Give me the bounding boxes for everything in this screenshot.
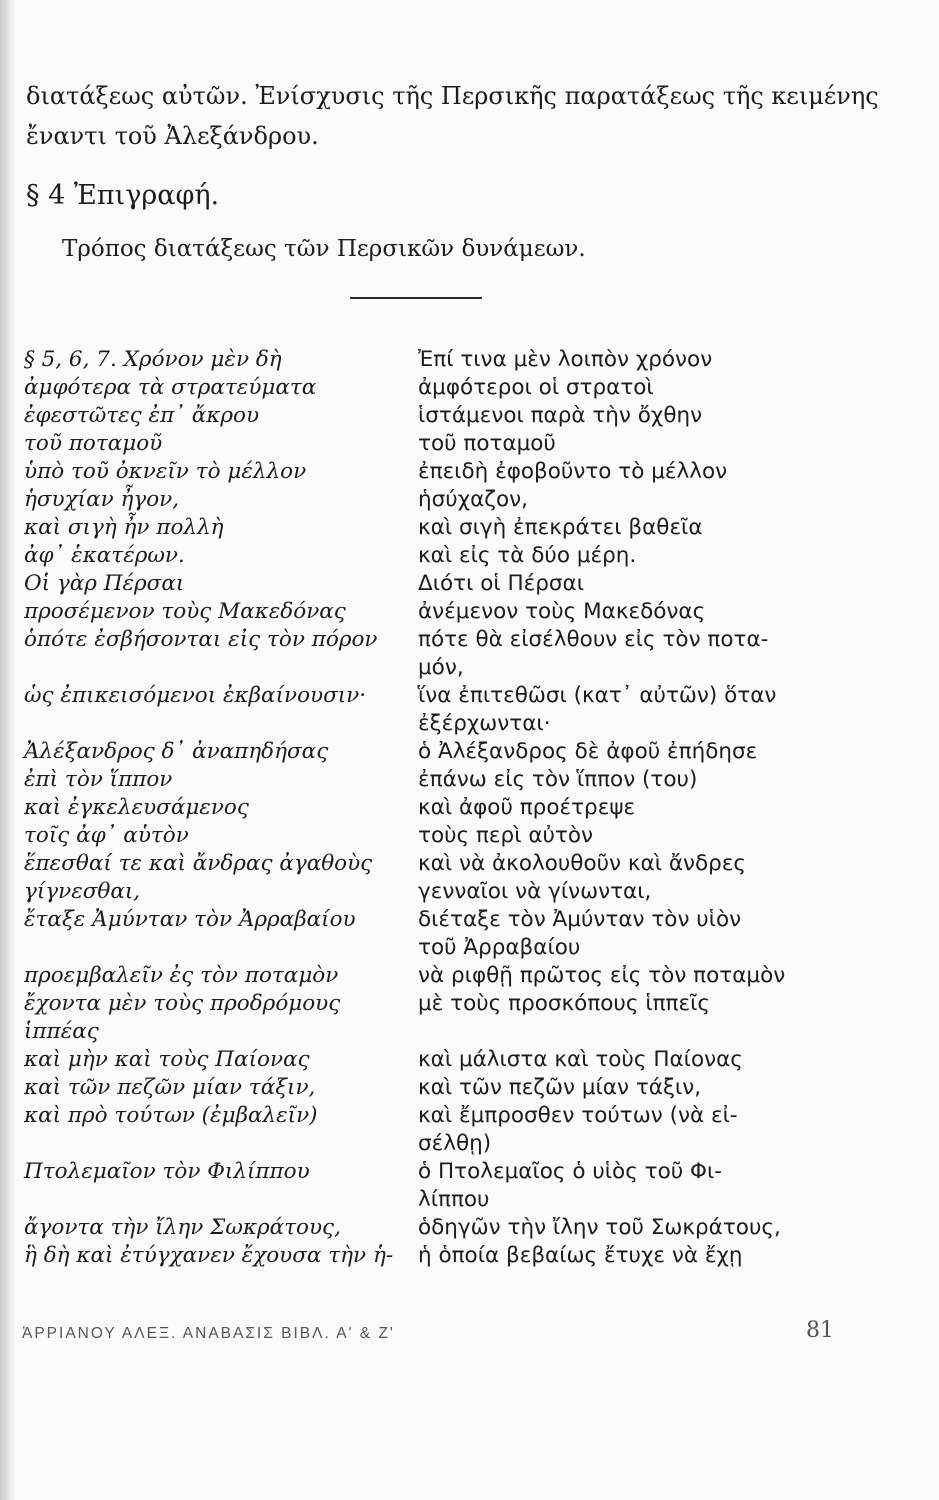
original-text-line: καὶ τῶν πεζῶν μίαν τάξιν, (24, 1075, 316, 1100)
translation-text-line: ἐξέρχωνται· (418, 711, 551, 736)
translation-text-line: ἀνέμενον τοὺς Μακεδόνας (418, 599, 706, 624)
original-text-line (24, 934, 404, 962)
translation-text-line: διέταξε τὸν Ἀμύνταν τὸν υἱὸν (418, 907, 742, 932)
original-text-line: ὁπότε ἐσβήσονται εἰς τὸν πόρον (24, 627, 378, 652)
running-footer-title: ἈΡΡΙΑΝΟΥ ΑΛΕΞ. ΑΝΑΒΑΣΙΣ ΒΙΒΛ. Α' & Ζ' (22, 1325, 395, 1342)
original-text-line (24, 654, 404, 682)
translation-text-line: καὶ νὰ ἀκολουθοῦν καὶ ἄνδρες (418, 851, 747, 876)
greek-original-column (24, 346, 404, 1270)
original-text-line: ἱππέας (24, 1019, 99, 1044)
translation-text-line: ἡ ὁποία βεβαίως ἔτυχε νὰ ἔχῃ (418, 1243, 743, 1268)
translation-text-line: ἡσύχαζον, (418, 487, 528, 512)
translation-text-line: Διότι οἱ Πέρσαι (418, 571, 584, 596)
original-text-line: ἕπεσθαί τε καὶ ἄνδρας ἀγαθοὺς (24, 851, 373, 876)
original-text-line: γίγνεσθαι, (24, 879, 141, 904)
translation-text-line: ἵνα ἐπιτεθῶσι (κατ᾽ αὐτῶν) ὅταν (418, 683, 777, 708)
page-number: 81 (806, 1318, 834, 1343)
original-text-line: Οἱ γὰρ Πέρσαι (24, 571, 185, 596)
translation-text-line: καὶ ἔμπροσθεν τούτων (νὰ εἰ- (418, 1103, 738, 1128)
section-subheading: Τρόπος διατάξεως τῶν Περσικῶν δυνάμεων. (62, 236, 586, 262)
intro-paragraph (26, 76, 906, 156)
original-text-line: ἀμφότερα τὰ στρατεύματα (24, 375, 317, 400)
intro-line: ἔναντι τοῦ Ἀλεξάνδρου. (26, 122, 319, 150)
original-text-line: καὶ μὴν καὶ τοὺς Παίονας (24, 1047, 310, 1072)
translation-text-line: πότε θὰ εἰσέλθουν εἰς τὸν ποτα- (418, 627, 769, 652)
translation-text-line: ὁ Πτολεμαῖος ὁ υἱὸς τοῦ Φι- (418, 1159, 722, 1184)
original-text-line: προεμβαλεῖν ἐς τὸν ποταμὸν (24, 963, 339, 988)
translation-text-line: τοὺς περὶ αὐτὸν (418, 823, 594, 848)
original-text-line: ἣ δὴ καὶ ἐτύγχανεν ἔχουσα τὴν ἡ- (24, 1243, 394, 1268)
original-text-line: ἔταξε Ἀμύνταν τὸν Ἀρραβαίου (24, 907, 356, 932)
original-text-line: τοῖς ἀφ᾽ αὑτὸν (24, 823, 189, 848)
translation-text-line: μόν, (418, 655, 464, 680)
original-text-line (24, 710, 404, 738)
original-text-line: προσέμενον τοὺς Μακεδόνας (24, 599, 346, 624)
original-text-line: καὶ ἐγκελευσάμενος (24, 795, 249, 820)
divider-rule (350, 297, 482, 299)
original-text-line: ὑπὸ τοῦ ὀκνεῖν τὸ μέλλον (24, 459, 307, 484)
section-heading: § 4 Ἐπιγραφή. (26, 180, 220, 211)
translation-text-line: ἐπειδὴ ἐφοβοῦντο τὸ μέλλον (418, 459, 728, 484)
original-text-line: ἀφ᾽ ἑκατέρων. (24, 543, 185, 568)
translation-text-line: γενναῖοι νὰ γίνωνται, (418, 879, 652, 904)
original-text-line: καὶ σιγὴ ἦν πολλὴ (24, 515, 224, 540)
original-text-line (24, 1186, 404, 1214)
original-text-line: ὡς ἐπικεισόμενοι ἐκβαίνουσιν· (24, 683, 367, 708)
translation-text-line: τοῦ Ἀρραβαίου (418, 935, 581, 960)
translation-text-line: ἐπάνω εἰς τὸν ἵππον (του) (418, 767, 698, 792)
translation-text-line: ἱστάμενοι παρὰ τὴν ὄχθην (418, 403, 703, 428)
original-text-line: ἐφεστῶτες ἐπ᾽ ἄκρου (24, 403, 260, 428)
original-text-line: τοῦ ποταμοῦ (24, 431, 163, 456)
translation-text-line: σέλθῃ) (418, 1131, 492, 1156)
translation-text-line: λίππου (418, 1187, 490, 1212)
original-text-line: § 5, 6, 7. Χρόνον μὲν δὴ (24, 347, 282, 372)
translation-text-line: τοῦ ποταμοῦ (418, 431, 556, 456)
intro-line: διατάξεως αὐτῶν. Ἐνίσχυσις τῆς Περσικῆς παρατάξεως τῆς κειμένης (26, 82, 879, 110)
original-text-line: Πτολεμαῖον τὸν Φιλίππου (24, 1159, 310, 1184)
modern-translation-column (418, 346, 838, 1270)
original-text-line: ἡσυχίαν ἦγον, (24, 487, 180, 512)
translation-text-line: ὁδηγῶν τὴν ἴλην τοῦ Σωκράτους, (418, 1215, 781, 1240)
translation-text-line: ὁ Ἀλέξανδρος δὲ ἀφοῦ ἐπήδησε (418, 739, 758, 764)
translation-text-line: μὲ τοὺς προσκόπους ἱππεῖς (418, 991, 710, 1016)
original-text-line: καὶ πρὸ τούτων (ἐμβαλεῖν) (24, 1103, 318, 1128)
translation-text-line: καὶ ἀφοῦ προέτρεψε (418, 795, 636, 820)
original-text-line: ἔχοντα μὲν τοὺς προδρόμους (24, 991, 341, 1016)
translation-text-line: καὶ σιγὴ ἐπεκράτει βαθεῖα (418, 515, 703, 540)
translation-text-line (418, 1018, 838, 1046)
translation-text-line: Ἐπί τινα μὲν λοιπὸν χρόνον (418, 347, 713, 372)
original-text-line (24, 1130, 404, 1158)
translation-text-line: νὰ ριφθῇ πρῶτος εἰς τὸν ποταμὸν (418, 963, 786, 988)
translation-text-line: καὶ μάλιστα καὶ τοὺς Παίονας (418, 1047, 743, 1072)
translation-text-line: ἀμφότεροι οἱ στρατοὶ (418, 375, 654, 400)
original-text-line: ἄγοντα τὴν ἴλην Σωκράτους, (24, 1215, 341, 1240)
translation-text-line: καὶ εἰς τὰ δύο μέρη. (418, 543, 637, 568)
original-text-line: ἐπὶ τὸν ἵππον (24, 767, 173, 792)
original-text-line: Ἀλέξανδρος δ᾽ ἀναπηδήσας (24, 739, 329, 764)
translation-text-line: καὶ τῶν πεζῶν μίαν τάξιν, (418, 1075, 702, 1100)
